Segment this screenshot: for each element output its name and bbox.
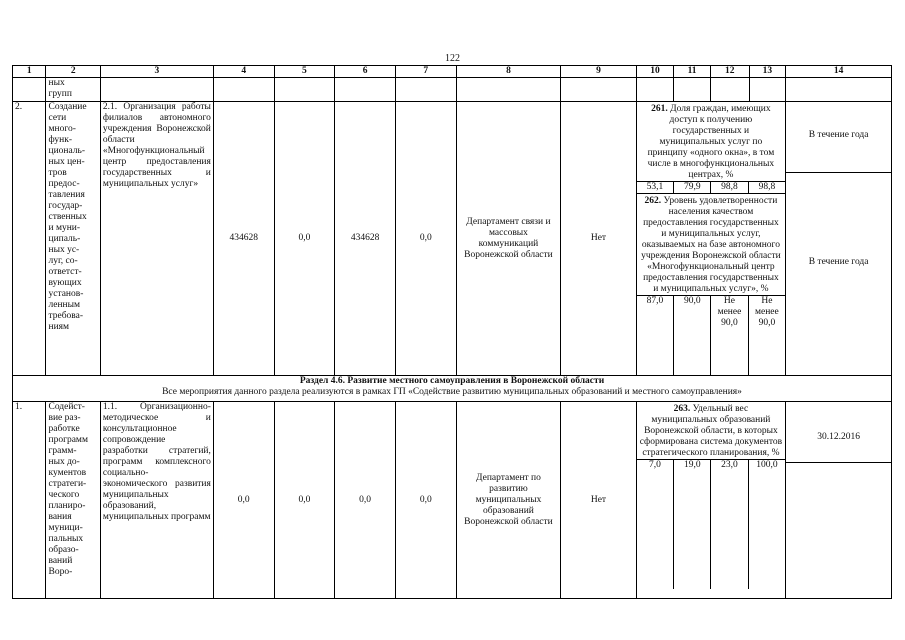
funding-regional: 0,0 (335, 402, 396, 599)
funding-local: 0,0 (395, 102, 456, 376)
capital-flag: Нет (561, 102, 636, 376)
term-261: В течение года (808, 130, 869, 140)
table-row-continuation (13, 78, 892, 102)
header-cell: 3 (100, 66, 213, 78)
program-table (12, 65, 892, 599)
section-title: Раздел 4.6. Развитие местного самоуправления в Воронежской области (299, 376, 605, 386)
indicator-value: 98,8 (758, 182, 776, 192)
funding-local: 0,0 (395, 402, 456, 599)
funding-total: 0,0 (213, 402, 274, 599)
indicator-261: 261. Доля граждан, имеющих доступ к получению государственных и муниципальных услуг по принципу «одного окна», в том числе в многофункциональных центрах, % (647, 104, 775, 180)
term-263: 30.12.2016 (817, 432, 860, 442)
section-row (13, 376, 892, 402)
indicator-261-values (637, 181, 786, 194)
funding-federal: 0,0 (274, 402, 335, 599)
term-cell (786, 102, 892, 376)
executor: Департамент связи и массовых коммуникаций Воронежской области (456, 102, 561, 376)
indicator-value: 87,0 (637, 296, 674, 376)
indicator-value: 98,8 (711, 182, 748, 194)
table-row-strategy (13, 402, 892, 599)
indicator-value: 23,0 (711, 460, 748, 590)
funding-federal: 0,0 (274, 102, 335, 376)
header-cell: 1 (13, 66, 46, 78)
header-cell: 8 (456, 66, 561, 78)
header-cell: 10 (636, 66, 674, 78)
header-cell: 14 (786, 66, 892, 78)
header-cell: 13 (749, 66, 786, 78)
header-row (13, 66, 892, 78)
header-cell: 6 (335, 66, 396, 78)
indicator-262: 262. Уровень удовлетворенности населения качеством предоставления государственных и муниципальных услуг, оказываемых на базе автономного учреждения Воронежской области «Многофункциональный центр предоставления государственных и муниципальных услуг», % (641, 196, 781, 294)
section-subtitle: Все мероприятия данного раздела реализуются в рамках ГП «Содействие развитию муниципальных образований и местного самоуправления» (162, 387, 742, 397)
funding-regional: 434628 (335, 102, 396, 376)
indicator-value: 100,0 (756, 460, 778, 470)
task-name-cont: ных групп (46, 78, 100, 102)
indicator-263: 263. Удельный вес муниципальных образований Воронежской области, в которых сформирована система документов стратегического планирования, % (639, 404, 783, 458)
term-262: В течение года (786, 172, 891, 354)
row-number: 2. (13, 102, 46, 376)
indicator-value: Не менее 90,0 (711, 296, 748, 376)
row-number: 1. (13, 402, 46, 599)
header-cell: 2 (46, 66, 100, 78)
section-header (13, 376, 892, 402)
task-name: Создание сети много- функ- циональ- ных цен- тров предос- тавления государ- ственных и муни- ципаль- ных ус- луг, со- ответст- вующих установ- ленным требова- ниям (46, 102, 100, 376)
capital-flag: Нет (561, 402, 636, 599)
header-cell: 9 (561, 66, 636, 78)
indicator-value: 79,9 (674, 182, 711, 194)
indicator-value: 90,0 (674, 296, 711, 376)
indicators-cell (636, 402, 786, 599)
indicator-value: 7,0 (637, 460, 674, 590)
indicator-263-values (637, 459, 786, 589)
term-cell (786, 402, 892, 599)
table-row-mfc (13, 102, 892, 376)
page-number: 122 (445, 53, 460, 64)
header-cell: 12 (710, 66, 749, 78)
header-cell: 7 (395, 66, 456, 78)
indicator-262-values (637, 295, 786, 375)
indicators-cell (636, 102, 786, 376)
task-name: Содейст- вие раз- работке программ грамм- ных до- кументов стратеги- ческого планиро- вания муници- пальных образо- ваний Воро- (46, 402, 100, 599)
header-cell: 5 (274, 66, 335, 78)
indicator-value: 53,1 (637, 182, 674, 194)
measure-name: 1.1. Организационно-методическое и консультационное сопровождение разработки стратегий, программ комплексного социально-экономического развития муниципальных образований, муниципальных программ (100, 402, 213, 599)
indicator-value: 19,0 (674, 460, 711, 590)
executor: Департамент по развитию муниципальных образований Воронежской области (456, 402, 561, 599)
measure-name: 2.1. Организация работы филиалов автономного учреждения Воронежской области «Многофункциональный центр предоставления государственных и муниципальных услуг» (100, 102, 213, 376)
indicator-value: Не менее 90,0 (755, 296, 779, 328)
funding-total: 434628 (213, 102, 274, 376)
header-cell: 11 (674, 66, 711, 78)
header-cell: 4 (213, 66, 274, 78)
